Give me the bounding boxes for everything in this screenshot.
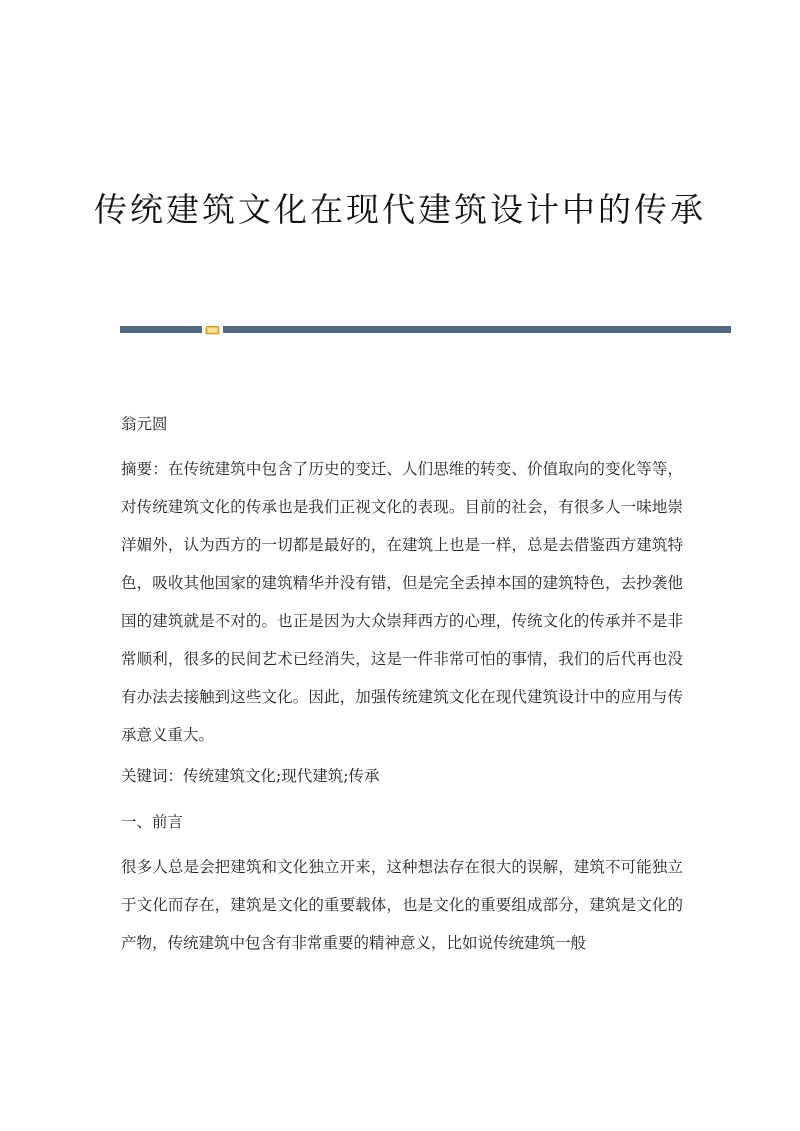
- section-heading: 一、前言: [121, 813, 184, 831]
- divider-bar-right: [223, 326, 731, 333]
- document-body: [121, 405, 683, 962]
- keywords-line: 关键词：传统建筑文化;现代建筑;传承: [121, 767, 380, 785]
- abstract-paragraph: 摘要：在传统建筑中包含了历史的变迁、人们思维的转变、价值取向的变化等等，对传统建筑文化的传承也是我们正视文化的表现。目前的社会，有很多人一味地崇洋媚外，认为西方的一切都是最好的，在建筑上也是一样，总是去借鉴西方建筑特色，吸收其他国家的建筑精华并没有错，但是完全丢掉本国的建筑特色，去抄袭他国的建筑就是不对的。也正是因为大众崇拜西方的心理，传统文化的传承并不是非常顺利，很多的民间艺术已经消失，这是一件非常可怕的事情，我们的后代再也没有办法去接触到这些文化。因此，加强传统建筑文化在现代建筑设计中的应用与传承意义重大。: [121, 460, 683, 744]
- document-title: 传统建筑文化在现代建筑设计中的传承: [94, 190, 706, 229]
- body-paragraph: 很多人总是会把建筑和文化独立开来，这种想法存在很大的误解，建筑不可能独立于文化而存在，建筑是文化的重要载体，也是文化的重要组成部分，建筑是文化的产物，传统建筑中包含有非常重要的精神意义，比如说传统建筑一般: [121, 858, 683, 952]
- title-divider: [120, 325, 731, 333]
- author-name: 翁元圆: [121, 415, 168, 433]
- book-ornament-icon: [205, 325, 220, 335]
- divider-bar-left: [120, 326, 202, 333]
